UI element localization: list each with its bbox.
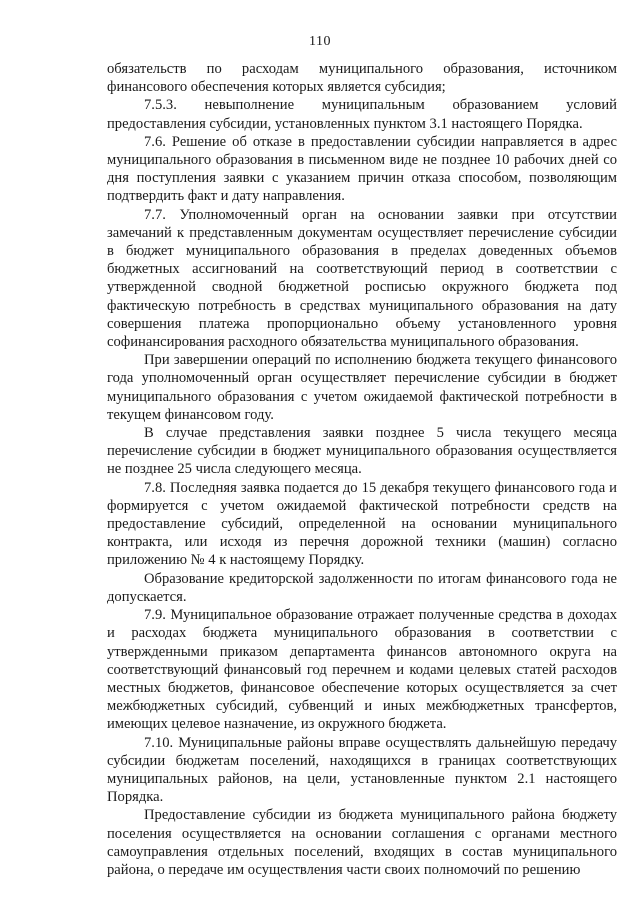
paragraph-4: 7.7. Уполномоченный орган на основании заявки при отсутствии замечаний к представленным документам осуществляет перечисление субсидии в бюджет муниципального образования в пределах доведенных объемов бюджетных ассигнований на соответствующий период в соответствии с утвержденной сводной бюджетной росписью окружного бюджета под фактическую потребность в средствах муниципального образования на дату совершения платежа пропорционально объему установленного уровня софинансирования расходного обязательства муниципального образования. [107,206,617,351]
page-number: 110 [309,34,331,49]
paragraph-8: Образование кредиторской задолженности по итогам финансового года не допускается. [107,570,617,605]
paragraph-2: 7.5.3. невыполнение муниципальным образованием условий предоставления субсидии, установленных пунктом 3.1 настоящего Порядка. [107,97,617,132]
document-body [107,60,617,879]
paragraph-9: 7.9. Муниципальное образование отражает полученные средства в доходах и расходах бюджета муниципального образования в соответствии с утвержденными приказом департамента финансов автономного округа на соответствующий финансовый год перечнем и кодами целевых статей расходов местных бюджетов, финансовое обеспечение которых осуществляется за счет межбюджетных субсидий, субвенций и иных межбюджетных трансфертов, имеющих целевое назначение, из окружного бюджета. [107,607,617,733]
paragraph-10: 7.10. Муниципальные районы вправе осуществлять дальнейшую передачу субсидии бюджетам поселений, находящихся в границах соответствующих муниципальных районов, на цели, установленные пунктом 2.1 настоящего Порядка. [107,734,617,806]
paragraph-11: Предоставление субсидии из бюджета муниципального района бюджету поселения осуществляется на основании соглашения с органами местного самоуправления отдельных поселений, входящих в состав муниципального района, о передаче им осуществления части своих полномочий по решению [107,807,617,878]
paragraph-3: 7.6. Решение об отказе в предоставлении субсидии направляется в адрес муниципального образования в письменном виде не позднее 10 рабочих дней со дня поступления заявки с указанием причин отказа способом, позволяющим подтвердить факт и дату направления. [107,133,617,205]
paragraph-1: обязательств по расходам муниципального образования, источником финансового обеспечения которых является субсидия; [107,61,617,96]
paragraph-6: В случае представления заявки позднее 5 числа текущего месяца перечисление субсидии в бюджет муниципального образования осуществляется не позднее 25 числа следующего месяца. [107,425,617,478]
paragraph-5: При завершении операций по исполнению бюджета текущего финансового года уполномоченный орган осуществляет перечисление субсидии в бюджет муниципального образования с учетом ожидаемой фактической потребности в текущем финансовом году. [107,352,617,423]
paragraph-7: 7.8. Последняя заявка подается до 15 декабря текущего финансового года и формируется с учетом ожидаемой фактической потребности средств на предоставление субсидий, определенной на основании муниципального контракта, или исходя из перечня дорожной техники (машин) согласно приложению № 4 к настоящему Порядку. [107,479,617,569]
